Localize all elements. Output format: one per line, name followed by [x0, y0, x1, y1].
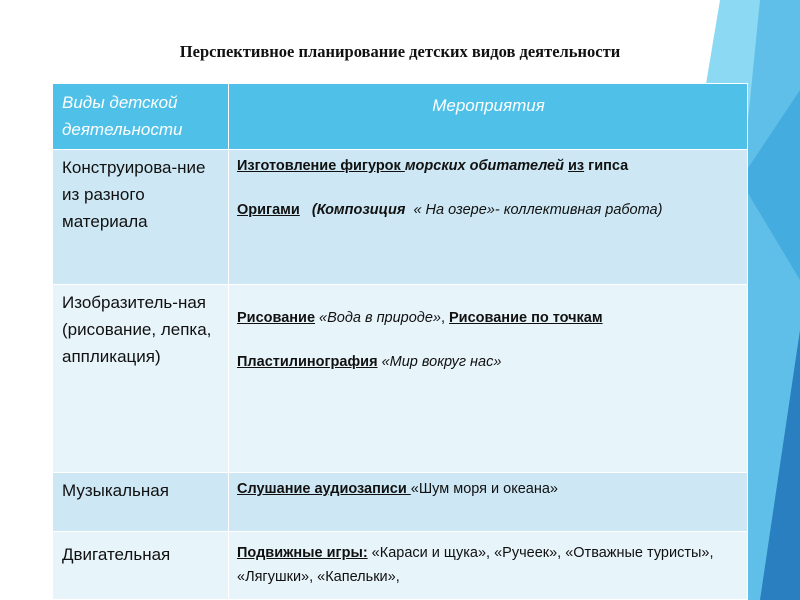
activity-cell: Изобразитель-ная (рисование, лепка, аппликация) [53, 285, 229, 473]
event-detail: гипса [584, 158, 629, 175]
header-events: Мероприятия [229, 84, 748, 150]
event-line: Рисование «Вода в природе», Рисование по точкам [237, 310, 603, 327]
table-row [53, 473, 748, 532]
page-title: Перспективное планирование детских видов деятельности [179, 42, 621, 61]
event-line [237, 199, 739, 222]
event-name: Подвижные игры: [237, 545, 368, 562]
activities-table [52, 83, 748, 600]
activity-cell: Двигательная [53, 532, 229, 600]
activity-cell: Музыкальная [53, 473, 229, 532]
table-header-row [53, 84, 748, 150]
event-line [237, 351, 739, 374]
event-line [237, 478, 739, 501]
event-name: Пластилинография [237, 353, 378, 370]
table-row [53, 532, 748, 600]
header-activity-types: Виды детской деятельности [53, 84, 229, 150]
event-detail: « На озере»- коллективная работа) [409, 201, 663, 218]
event-detail: из [568, 158, 585, 175]
event-detail: «Шум моря и океана» [410, 481, 558, 498]
event-detail: «Караси и щука», «Ручеек», «Отважные туристы», «Лягушки», «Капельки», [237, 545, 714, 585]
event-detail: (Композиция [299, 201, 410, 218]
event-detail: «Мир вокруг нас» [377, 353, 502, 370]
table-row [53, 285, 748, 473]
event-detail: морских обитателей [404, 158, 564, 175]
events-cell [229, 532, 748, 600]
event-name: Рисование [237, 310, 316, 327]
events-cell [229, 473, 748, 532]
event-name: Слушание аудиозаписи [237, 481, 411, 498]
event-name: Оригами [237, 201, 300, 218]
event-line [237, 155, 739, 178]
events-cell [229, 150, 748, 285]
event-detail: «Вода в природе» [315, 310, 441, 327]
event-name: Изготовление фигурок [237, 158, 405, 175]
events-cell [229, 285, 748, 473]
activity-cell: Конструирова-ние из разного материала [53, 150, 229, 285]
event-line [237, 542, 739, 589]
event-name: Рисование по точкам [449, 310, 603, 327]
table-row [53, 150, 748, 285]
